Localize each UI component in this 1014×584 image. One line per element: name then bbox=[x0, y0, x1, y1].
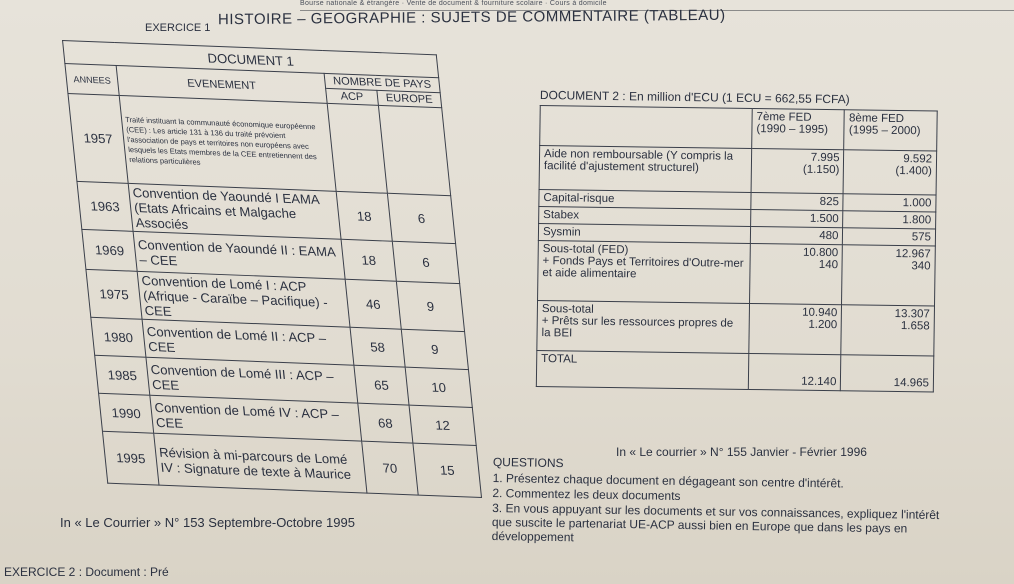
document1-source: In « Le Courrier » N° 153 Septembre-Octobre 1995 bbox=[60, 515, 355, 530]
row-8eme: 9.592 (1.400) bbox=[844, 150, 937, 195]
row-europe: 12 bbox=[409, 405, 476, 445]
row-label: Capital-risque bbox=[539, 189, 751, 209]
row-europe: 15 bbox=[413, 443, 482, 497]
question-2: 2. Commentez les deux documents bbox=[492, 485, 681, 503]
header-annees: ANNEES bbox=[65, 64, 119, 96]
row-event: Traité instituant la communauté économique européenne (CEE) : Les article 131 à 136 du traité prévoient l'association de pays et territoires non européens avec lesquels les Etats membres de la CEE entretiennent des relations particulières bbox=[119, 95, 336, 191]
row-event: Convention de Lomé I : ACP (Afrique - Caraïbe – Pacifique) - CEE bbox=[137, 271, 350, 327]
header-7eme-fed: 7ème FED (1990 – 1995) bbox=[752, 108, 845, 149]
row-acp bbox=[327, 103, 387, 193]
row-event: Convention de Lomé III : ACP – CEE bbox=[146, 357, 358, 403]
row-label: TOTAL bbox=[536, 350, 748, 389]
row-acp: 70 bbox=[362, 441, 419, 495]
row-7eme: 7.995 (1.150) bbox=[751, 148, 844, 193]
row-event: Convention de Lomé II : ACP – CEE bbox=[142, 319, 354, 365]
row-europe bbox=[378, 105, 450, 195]
row-8eme: 1.800 bbox=[843, 211, 936, 229]
row-year: 1995 bbox=[102, 431, 159, 485]
row-year: 1990 bbox=[99, 393, 154, 433]
document1-table bbox=[62, 40, 482, 498]
row-7eme: 10.800 140 bbox=[749, 243, 842, 304]
row-year: 1985 bbox=[95, 355, 150, 395]
row-event: Convention de Yaoundé II : EAMA – CEE bbox=[133, 231, 345, 279]
document1 bbox=[62, 40, 482, 498]
row-7eme: 12.140 bbox=[748, 353, 841, 390]
exercise1-label: EXERCICE 1 bbox=[145, 22, 211, 34]
document2-source: In « Le courrier » N° 155 Janvier - Février 1996 bbox=[616, 445, 867, 459]
row-europe: 9 bbox=[396, 281, 464, 331]
row-7eme: 1.500 bbox=[751, 209, 844, 227]
row-acp: 46 bbox=[345, 279, 401, 329]
row-europe: 6 bbox=[387, 193, 455, 243]
row-year: 1980 bbox=[91, 317, 146, 357]
row-7eme: 825 bbox=[751, 192, 844, 210]
row-8eme: 13.307 1.658 bbox=[841, 305, 934, 356]
row-acp: 18 bbox=[336, 191, 392, 241]
row-acp: 18 bbox=[341, 239, 396, 281]
row-acp: 68 bbox=[358, 403, 413, 443]
header-evenement: EVENEMENT bbox=[116, 65, 327, 103]
document2 bbox=[536, 88, 938, 393]
row-label: Sous-total (FED) + Fonds Pays et Territoires d'Outre-mer et aide alimentaire bbox=[538, 240, 751, 303]
document1-title: DOCUMENT 1 bbox=[63, 41, 439, 78]
row-acp: 58 bbox=[350, 327, 405, 367]
row-year: 1969 bbox=[82, 229, 137, 271]
row-event: Convention de Lomé IV : ACP – CEE bbox=[150, 395, 362, 441]
questions bbox=[492, 455, 943, 551]
questions-title: QUESTIONS bbox=[492, 455, 564, 471]
row-label: Sous-total + Prêts sur les ressources propres de la BEI bbox=[537, 300, 750, 353]
row-europe: 6 bbox=[392, 241, 459, 283]
header-8eme-fed: 8ème FED (1995 – 2000) bbox=[844, 110, 937, 151]
row-7eme: 10.940 1.200 bbox=[749, 303, 842, 354]
row-8eme: 12.967 340 bbox=[842, 245, 935, 306]
row-label: Stabex bbox=[539, 206, 751, 226]
row-event: Révision à mi-parcours de Lomé IV : Signature de texte à Maurice bbox=[154, 433, 367, 493]
row-year: 1957 bbox=[68, 93, 128, 183]
row-8eme: 575 bbox=[843, 228, 936, 246]
row-event: Convention de Yaoundé I EAMA (Etats Africains et Malgache Associés bbox=[128, 183, 341, 239]
row-label: Aide non remboursable (Y compris la facilité d'ajustement structurel) bbox=[539, 146, 752, 193]
row-year: 1975 bbox=[86, 269, 142, 319]
row-europe: 9 bbox=[401, 329, 468, 369]
question-3: 3. En vous appuyant sur les documents et sur vos connaissances, expliquez l'intérêt que suscite le partenariat UE-ACP aussi bien en Europe que dans les pays en développement bbox=[491, 500, 940, 545]
row-8eme: 14.965 bbox=[841, 355, 934, 392]
header-europe: EUROPE bbox=[377, 90, 442, 107]
document2-caption: DOCUMENT 2 : En million d'ECU (1 ECU = 662,55 FCFA) bbox=[539, 88, 850, 107]
row-year: 1963 bbox=[77, 181, 133, 231]
exercise2-label: EXERCICE 2 : Document : Pré bbox=[4, 565, 169, 579]
header-blank bbox=[540, 106, 753, 149]
header-acp: ACP bbox=[326, 88, 379, 105]
question-1: 1. Présentez chaque document en dégageant son centre d'intérêt. bbox=[492, 470, 844, 491]
header-nombre-pays: NOMBRE DE PAYS bbox=[324, 73, 440, 92]
header-line: Bourse nationale & étrangère · Vente de document & fourniture scolaire · Cours à domicile bbox=[300, 0, 1014, 11]
document2-table bbox=[536, 105, 938, 393]
row-label: Sysmin bbox=[538, 223, 750, 243]
row-europe: 10 bbox=[405, 367, 472, 407]
row-7eme: 480 bbox=[750, 226, 843, 244]
page-title: HISTOIRE – GEOGRAPHIE : SUJETS DE COMMENTAIRE (TABLEAU) bbox=[217, 6, 726, 29]
row-8eme: 1.000 bbox=[843, 194, 936, 212]
row-acp: 65 bbox=[354, 365, 409, 405]
